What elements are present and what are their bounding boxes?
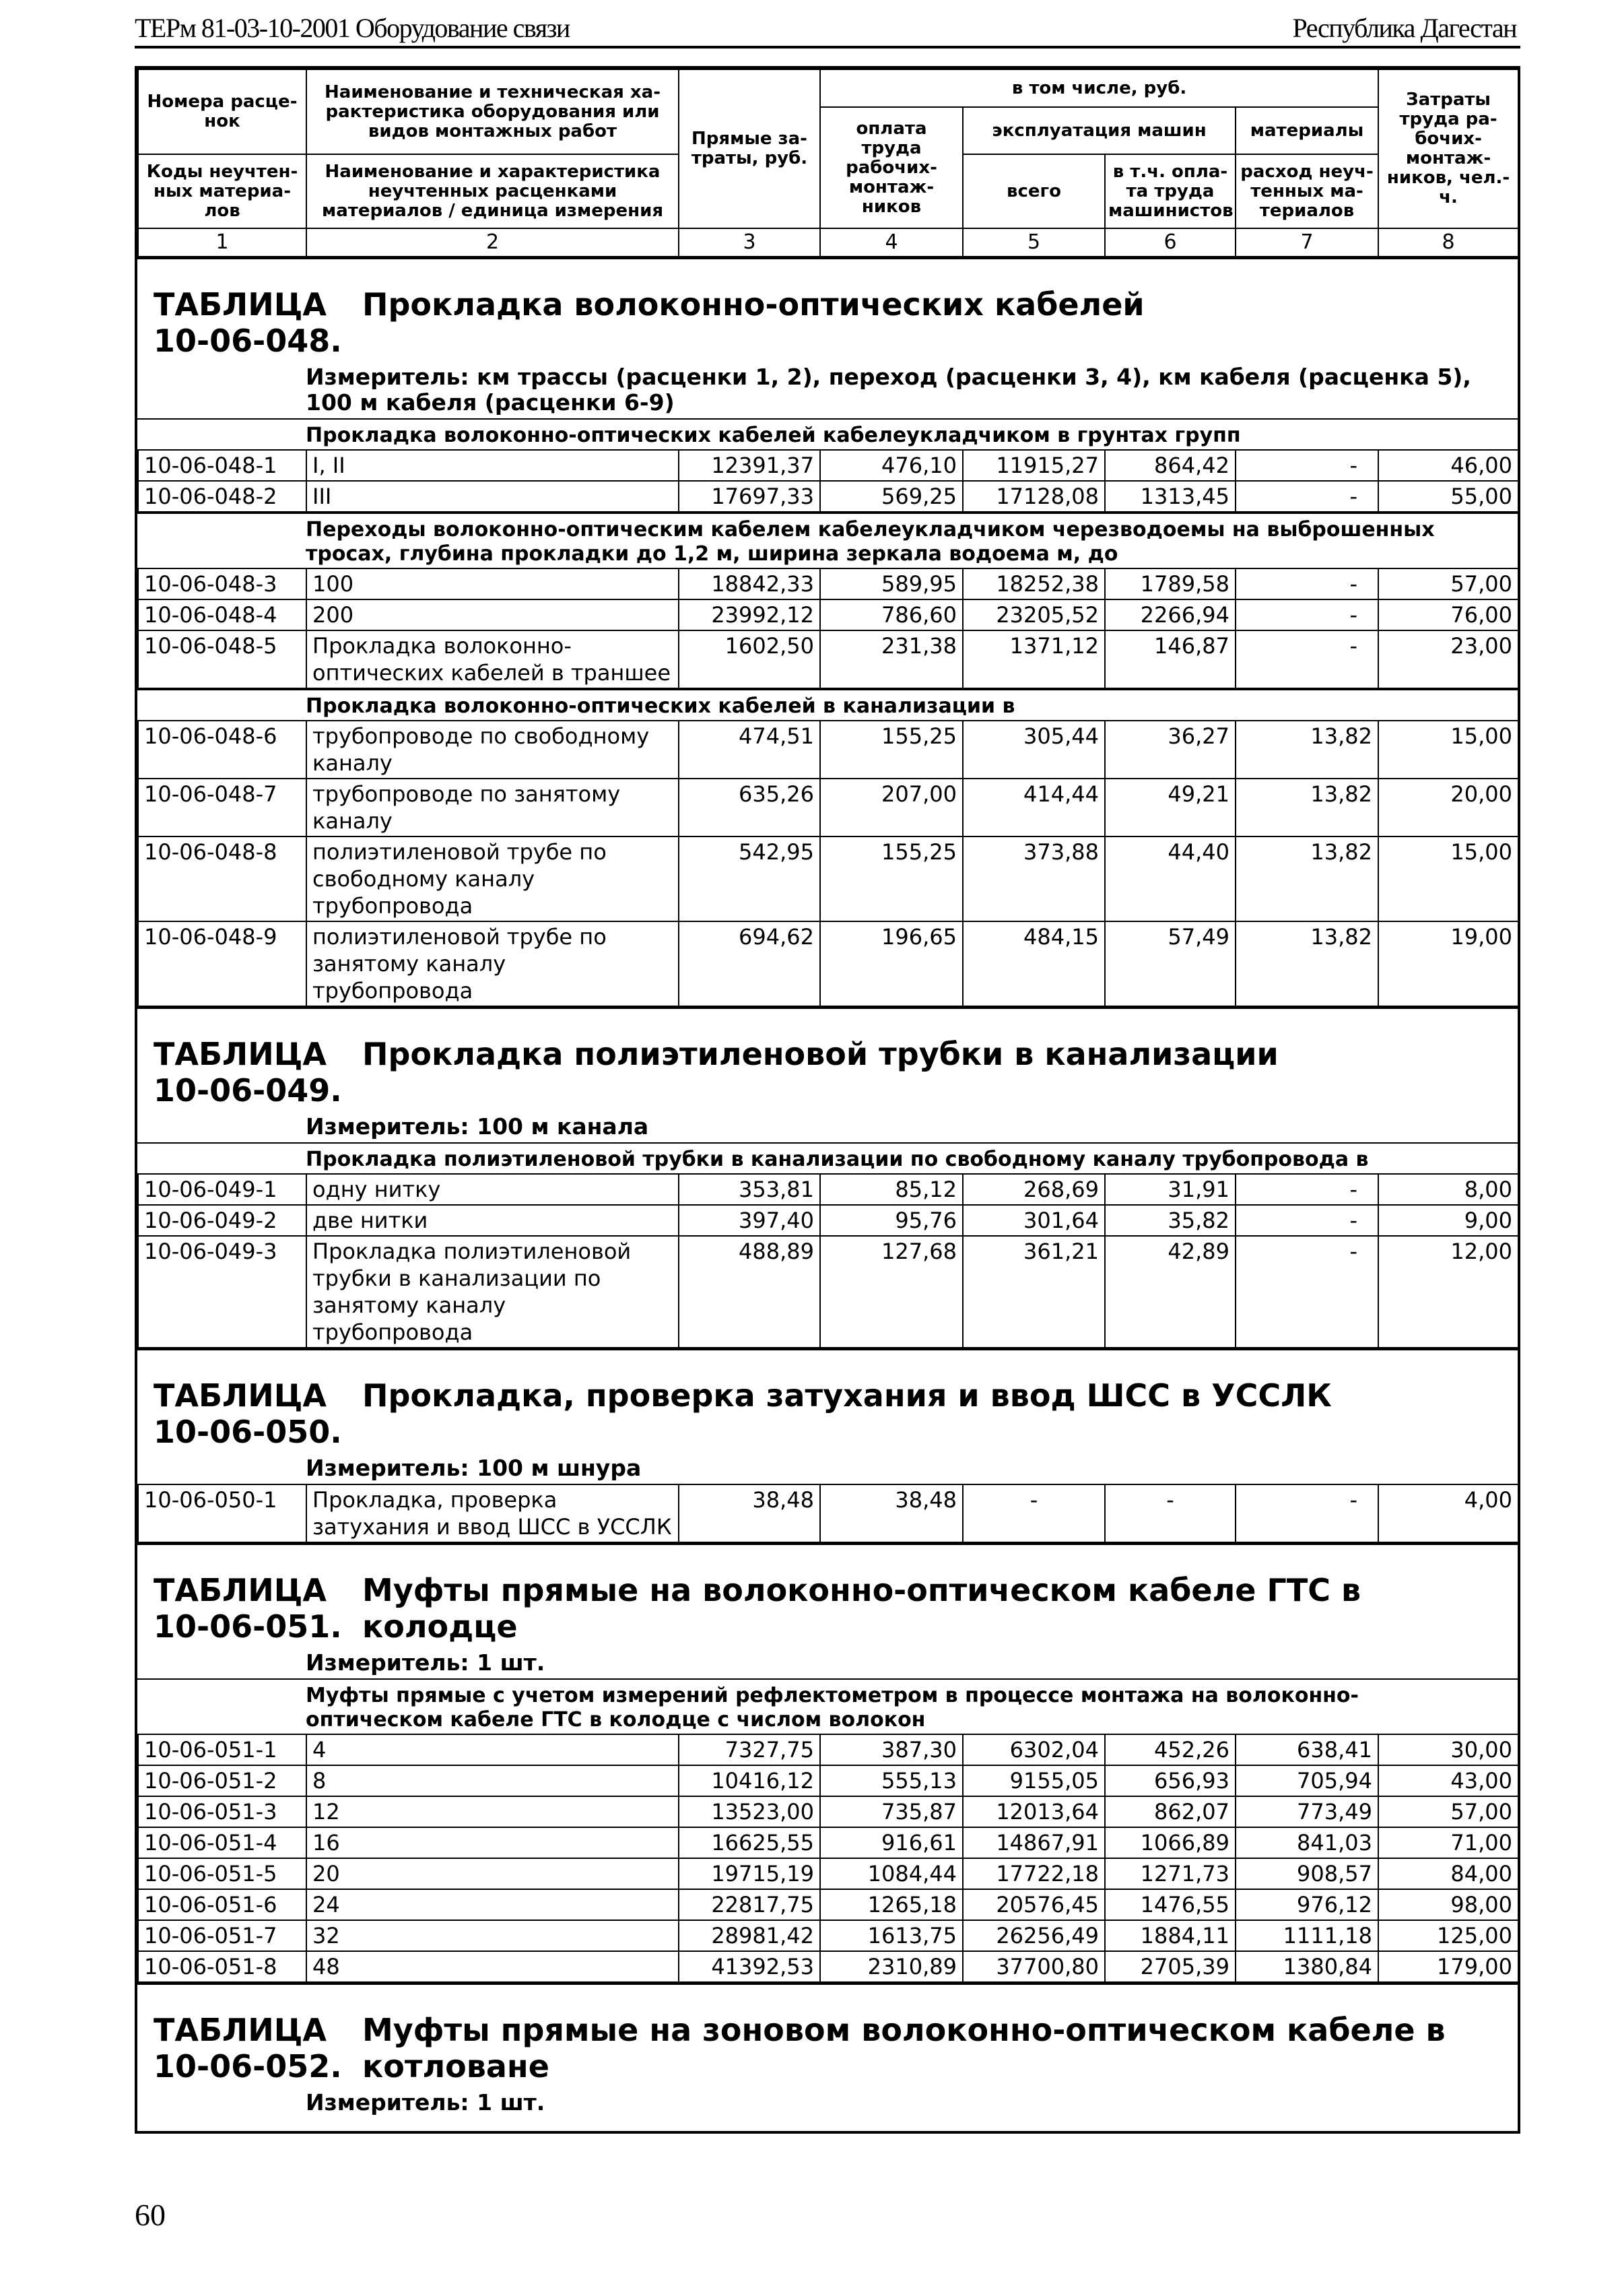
value-cell: 4,00 bbox=[1378, 1484, 1518, 1542]
header-machinists-pay: в т.ч. опла-та труда машинистов bbox=[1105, 154, 1236, 228]
value-cell: 231,38 bbox=[820, 630, 963, 688]
value-cell: 57,00 bbox=[1378, 1796, 1518, 1827]
value-cell: - bbox=[1236, 599, 1378, 630]
value-cell: 43,00 bbox=[1378, 1765, 1518, 1796]
value-cell: 19,00 bbox=[1378, 921, 1518, 1006]
value-cell: 908,57 bbox=[1236, 1858, 1378, 1889]
value-cell: 11915,27 bbox=[963, 450, 1105, 481]
description-cell: 32 bbox=[306, 1920, 679, 1951]
value-cell: 916,61 bbox=[820, 1827, 963, 1858]
value-cell: 373,88 bbox=[963, 837, 1105, 921]
value-cell: 13,82 bbox=[1236, 779, 1378, 837]
table-code: ТАБЛИЦА 10-06-048. bbox=[154, 286, 342, 359]
table-name: Прокладка полиэтиленовой трубки в канализации bbox=[362, 1036, 1279, 1072]
value-cell: 23992,12 bbox=[679, 599, 820, 630]
table-name: Муфты прямые на волоконно-оптическом кабеле ГТС в колодце bbox=[362, 1572, 1361, 1645]
value-cell: 656,93 bbox=[1105, 1765, 1236, 1796]
column-number: 6 bbox=[1105, 228, 1236, 257]
rate-code-cell: 10-06-048-3 bbox=[138, 568, 306, 599]
price-table-frame bbox=[135, 66, 1520, 2134]
value-cell: 555,13 bbox=[820, 1765, 963, 1796]
rate-code-cell: 10-06-051-1 bbox=[138, 1734, 306, 1765]
rate-code-cell: 10-06-051-5 bbox=[138, 1858, 306, 1889]
column-number: 3 bbox=[679, 228, 820, 257]
value-cell: 13,82 bbox=[1236, 721, 1378, 779]
value-cell: 98,00 bbox=[1378, 1889, 1518, 1920]
header-rate-number: Номера расце-нок bbox=[138, 69, 306, 154]
value-cell: 14867,91 bbox=[963, 1827, 1105, 1858]
value-cell: - bbox=[1236, 568, 1378, 599]
value-cell: 23,00 bbox=[1378, 630, 1518, 688]
value-cell: 7327,75 bbox=[679, 1734, 820, 1765]
value-cell: 353,81 bbox=[679, 1174, 820, 1205]
value-cell: 23205,52 bbox=[963, 599, 1105, 630]
value-cell: 196,65 bbox=[820, 921, 963, 1006]
value-cell: 127,68 bbox=[820, 1236, 963, 1348]
table-title bbox=[137, 1022, 1518, 1109]
value-cell: 635,26 bbox=[679, 779, 820, 837]
value-cell: 12013,64 bbox=[963, 1796, 1105, 1827]
value-cell: 452,26 bbox=[1105, 1734, 1236, 1765]
page-header-right: Республика Дагестан bbox=[1292, 13, 1516, 43]
value-cell: 37700,80 bbox=[963, 1951, 1105, 1982]
table-measure-unit: Измеритель: 100 м шнура bbox=[306, 1455, 642, 1481]
rate-code-cell: 10-06-051-6 bbox=[138, 1889, 306, 1920]
value-cell: 589,95 bbox=[820, 568, 963, 599]
table-title bbox=[137, 1998, 1518, 2085]
header-direct-costs: Прямые за-траты, руб. bbox=[679, 69, 820, 228]
value-cell: 786,60 bbox=[820, 599, 963, 630]
value-cell: 1613,75 bbox=[820, 1920, 963, 1951]
value-cell: 1313,45 bbox=[1105, 481, 1236, 512]
description-cell: трубопроводе по занятому каналу bbox=[306, 779, 679, 837]
value-cell: 46,00 bbox=[1378, 450, 1518, 481]
value-cell: - bbox=[963, 1484, 1105, 1542]
value-cell: 179,00 bbox=[1378, 1951, 1518, 1982]
rate-code-cell: 10-06-051-2 bbox=[138, 1765, 306, 1796]
rate-code-cell: 10-06-049-3 bbox=[138, 1236, 306, 1348]
value-cell: 6302,04 bbox=[963, 1734, 1105, 1765]
description-cell: 100 bbox=[306, 568, 679, 599]
rate-code-cell: 10-06-048-8 bbox=[138, 837, 306, 921]
table-code: ТАБЛИЦА 10-06-050. bbox=[154, 1377, 342, 1450]
value-cell: 1380,84 bbox=[1236, 1951, 1378, 1982]
value-cell: 125,00 bbox=[1378, 1920, 1518, 1951]
header-materials: материалы bbox=[1236, 107, 1378, 154]
description-cell: полиэтиленовой трубе по занятому каналу трубопровода bbox=[306, 921, 679, 1006]
value-cell: 41392,53 bbox=[679, 1951, 820, 1982]
value-cell: 28981,42 bbox=[679, 1920, 820, 1951]
page-number: 60 bbox=[135, 2198, 166, 2232]
description-cell: Прокладка, проверка затухания и ввод ШСС в УССЛК bbox=[306, 1484, 679, 1542]
table-measure-unit: Измеритель: 1 шт. bbox=[306, 2089, 545, 2115]
section-separator bbox=[137, 1983, 1518, 1998]
table-measure-unit: Измеритель: 100 м канала bbox=[306, 1113, 649, 1140]
rates-table bbox=[137, 1173, 1519, 1348]
value-cell: 15,00 bbox=[1378, 721, 1518, 779]
description-cell: 4 bbox=[306, 1734, 679, 1765]
value-cell: 13,82 bbox=[1236, 837, 1378, 921]
description-cell: III bbox=[306, 481, 679, 512]
table-row bbox=[138, 1889, 1518, 1920]
value-cell: - bbox=[1236, 1484, 1378, 1542]
table-row bbox=[138, 1734, 1518, 1765]
value-cell: 476,10 bbox=[820, 450, 963, 481]
table-name: Прокладка, проверка затухания и ввод ШСС в УССЛК bbox=[362, 1377, 1332, 1414]
value-cell: 1884,11 bbox=[1105, 1920, 1236, 1951]
column-number: 7 bbox=[1236, 228, 1378, 257]
table-row bbox=[138, 1827, 1518, 1858]
value-cell: 76,00 bbox=[1378, 599, 1518, 630]
column-number: 2 bbox=[306, 228, 679, 257]
value-cell: 95,76 bbox=[820, 1205, 963, 1236]
rate-code-cell: 10-06-051-4 bbox=[138, 1827, 306, 1858]
value-cell: 12391,37 bbox=[679, 450, 820, 481]
table-name: Муфты прямые на зоновом волоконно-оптическом кабеле в котловане bbox=[362, 2012, 1446, 2085]
rate-code-cell: 10-06-048-5 bbox=[138, 630, 306, 688]
rate-code-cell: 10-06-048-4 bbox=[138, 599, 306, 630]
value-cell: 38,48 bbox=[679, 1484, 820, 1542]
column-number: 1 bbox=[138, 228, 306, 257]
value-cell: - bbox=[1236, 1236, 1378, 1348]
description-cell: 16 bbox=[306, 1827, 679, 1858]
value-cell: 1111,18 bbox=[1236, 1920, 1378, 1951]
value-cell: 361,21 bbox=[963, 1236, 1105, 1348]
header-machine-operation: эксплуатация машин bbox=[963, 107, 1236, 154]
value-cell: 2266,94 bbox=[1105, 599, 1236, 630]
header-unaccounted-material-codes: Коды неучтен-ных материа-лов bbox=[138, 154, 306, 228]
value-cell: 19715,19 bbox=[679, 1858, 820, 1889]
table-row bbox=[138, 1174, 1518, 1205]
value-cell: 841,03 bbox=[1236, 1827, 1378, 1858]
value-cell: 17722,18 bbox=[963, 1858, 1105, 1889]
rate-code-cell: 10-06-048-9 bbox=[138, 921, 306, 1006]
value-cell: 1476,55 bbox=[1105, 1889, 1236, 1920]
table-row bbox=[138, 921, 1518, 1006]
value-cell: 55,00 bbox=[1378, 481, 1518, 512]
group-heading: Прокладка волоконно-оптических кабелей кабелеукладчиком в грунтах групп bbox=[137, 418, 1518, 449]
value-cell: 71,00 bbox=[1378, 1827, 1518, 1858]
value-cell: 1265,18 bbox=[820, 1889, 963, 1920]
rate-code-cell: 10-06-049-1 bbox=[138, 1174, 306, 1205]
value-cell: 20576,45 bbox=[963, 1889, 1105, 1920]
value-cell: 12,00 bbox=[1378, 1236, 1518, 1348]
value-cell: 18252,38 bbox=[963, 568, 1105, 599]
value-cell: - bbox=[1236, 481, 1378, 512]
value-cell: 13523,00 bbox=[679, 1796, 820, 1827]
value-cell: 13,82 bbox=[1236, 921, 1378, 1006]
section-separator bbox=[137, 257, 1518, 273]
value-cell: 1271,73 bbox=[1105, 1858, 1236, 1889]
value-cell: 1371,12 bbox=[963, 630, 1105, 688]
description-cell: 200 bbox=[306, 599, 679, 630]
description-cell: трубопроводе по свободному каналу bbox=[306, 721, 679, 779]
value-cell: - bbox=[1236, 1205, 1378, 1236]
value-cell: 38,48 bbox=[820, 1484, 963, 1542]
value-cell: 1066,89 bbox=[1105, 1827, 1236, 1858]
value-cell: 1789,58 bbox=[1105, 568, 1236, 599]
table-row bbox=[138, 450, 1518, 481]
value-cell: 694,62 bbox=[679, 921, 820, 1006]
header-material-consumption: расход неуч-тенных ма-териалов bbox=[1236, 154, 1378, 228]
value-cell: 864,42 bbox=[1105, 450, 1236, 481]
rate-code-cell: 10-06-048-7 bbox=[138, 779, 306, 837]
value-cell: 976,12 bbox=[1236, 1889, 1378, 1920]
column-number: 8 bbox=[1378, 228, 1518, 257]
description-cell: 48 bbox=[306, 1951, 679, 1982]
group-heading: Муфты прямые с учетом измерений рефлектометром в процессе монтажа на волоконно-оптическом кабеле ГТС в колодце с числом волокон bbox=[137, 1678, 1518, 1734]
table-title bbox=[137, 273, 1518, 359]
group-heading: Прокладка волоконно-оптических кабелей в канализации в bbox=[137, 689, 1518, 720]
value-cell: 1602,50 bbox=[679, 630, 820, 688]
column-number: 4 bbox=[820, 228, 963, 257]
table-row bbox=[138, 630, 1518, 688]
value-cell: 36,27 bbox=[1105, 721, 1236, 779]
table-row bbox=[138, 1920, 1518, 1951]
value-cell: 10416,12 bbox=[679, 1765, 820, 1796]
value-cell: 85,12 bbox=[820, 1174, 963, 1205]
table-row bbox=[138, 721, 1518, 779]
rates-table bbox=[137, 1484, 1519, 1543]
description-cell: одну нитку bbox=[306, 1174, 679, 1205]
value-cell: 26256,49 bbox=[963, 1920, 1105, 1951]
table-code: ТАБЛИЦА 10-06-052. bbox=[154, 2012, 342, 2085]
value-cell: 155,25 bbox=[820, 721, 963, 779]
value-cell: 57,49 bbox=[1105, 921, 1236, 1006]
table-name: Прокладка волоконно-оптических кабелей bbox=[362, 286, 1145, 323]
value-cell: 30,00 bbox=[1378, 1734, 1518, 1765]
table-row bbox=[138, 568, 1518, 599]
table-code: ТАБЛИЦА 10-06-051. bbox=[154, 1572, 342, 1645]
rates-table bbox=[137, 1734, 1519, 1983]
value-cell: - bbox=[1236, 630, 1378, 688]
value-cell: 2310,89 bbox=[820, 1951, 963, 1982]
description-cell: полиэтиленовой трубе по свободному каналу трубопровода bbox=[306, 837, 679, 921]
value-cell: 397,40 bbox=[679, 1205, 820, 1236]
value-cell: 773,49 bbox=[1236, 1796, 1378, 1827]
rate-code-cell: 10-06-048-1 bbox=[138, 450, 306, 481]
section-separator bbox=[137, 1543, 1518, 1559]
rate-code-cell: 10-06-048-2 bbox=[138, 481, 306, 512]
value-cell: 268,69 bbox=[963, 1174, 1105, 1205]
header-including: в том числе, руб. bbox=[820, 69, 1378, 107]
rate-code-cell: 10-06-049-2 bbox=[138, 1205, 306, 1236]
description-cell: 20 bbox=[306, 1858, 679, 1889]
column-number: 5 bbox=[963, 228, 1105, 257]
header-rule bbox=[135, 46, 1520, 48]
table-row bbox=[138, 837, 1518, 921]
value-cell: 35,82 bbox=[1105, 1205, 1236, 1236]
value-cell: 2705,39 bbox=[1105, 1951, 1236, 1982]
rate-code-cell: 10-06-051-3 bbox=[138, 1796, 306, 1827]
value-cell: 22817,75 bbox=[679, 1889, 820, 1920]
table-row bbox=[138, 1205, 1518, 1236]
value-cell: 18842,33 bbox=[679, 568, 820, 599]
rates-table bbox=[137, 720, 1519, 1007]
rates-table bbox=[137, 449, 1519, 513]
section-separator bbox=[137, 1348, 1518, 1364]
rate-code-cell: 10-06-050-1 bbox=[138, 1484, 306, 1542]
rate-code-cell: 10-06-048-6 bbox=[138, 721, 306, 779]
value-cell: 17128,08 bbox=[963, 481, 1105, 512]
value-cell: 42,89 bbox=[1105, 1236, 1236, 1348]
table-title bbox=[137, 1559, 1518, 1645]
value-cell: 735,87 bbox=[820, 1796, 963, 1827]
value-cell: 484,15 bbox=[963, 921, 1105, 1006]
section-separator bbox=[137, 1007, 1518, 1022]
table-row bbox=[138, 1484, 1518, 1542]
header-machine-total: всего bbox=[963, 154, 1105, 228]
table-row bbox=[138, 1858, 1518, 1889]
table-row bbox=[138, 1951, 1518, 1982]
rate-code-cell: 10-06-051-8 bbox=[138, 1951, 306, 1982]
header-labor-costs: Затраты труда ра-бочих-монтаж-ников, чел.-ч. bbox=[1378, 69, 1518, 228]
column-header bbox=[137, 69, 1519, 257]
table-row bbox=[138, 779, 1518, 837]
value-cell: 17697,33 bbox=[679, 481, 820, 512]
header-work-name: Наименование и техническая ха-рактеристика оборудования или видов монтажных работ bbox=[306, 69, 679, 154]
table-row bbox=[138, 481, 1518, 512]
rates-table bbox=[137, 568, 1519, 689]
rate-code-cell: 10-06-051-7 bbox=[138, 1920, 306, 1951]
value-cell: 20,00 bbox=[1378, 779, 1518, 837]
value-cell: - bbox=[1236, 1174, 1378, 1205]
header-labor-pay: оплата труда рабочих-монтаж-ников bbox=[820, 107, 963, 228]
table-title bbox=[137, 1364, 1518, 1450]
value-cell: 57,00 bbox=[1378, 568, 1518, 599]
value-cell: 16625,55 bbox=[679, 1827, 820, 1858]
value-cell: 474,51 bbox=[679, 721, 820, 779]
value-cell: 387,30 bbox=[820, 1734, 963, 1765]
value-cell: 488,89 bbox=[679, 1236, 820, 1348]
value-cell: 638,41 bbox=[1236, 1734, 1378, 1765]
value-cell: 155,25 bbox=[820, 837, 963, 921]
description-cell: Прокладка полиэтиленовой трубки в канализации по занятому каналу трубопровода bbox=[306, 1236, 679, 1348]
description-cell: 8 bbox=[306, 1765, 679, 1796]
header-unaccounted-material-name: Наименование и характеристика неучтенных расценками материалов / единица измерения bbox=[306, 154, 679, 228]
value-cell: 146,87 bbox=[1105, 630, 1236, 688]
value-cell: 414,44 bbox=[963, 779, 1105, 837]
value-cell: 9155,05 bbox=[963, 1765, 1105, 1796]
table-measure-unit: Измеритель: 1 шт. bbox=[306, 1649, 545, 1676]
group-heading: Прокладка полиэтиленовой трубки в канализации по свободному каналу трубопровода в bbox=[137, 1142, 1518, 1173]
value-cell: 301,64 bbox=[963, 1205, 1105, 1236]
value-cell: 569,25 bbox=[820, 481, 963, 512]
table-row bbox=[138, 1796, 1518, 1827]
group-heading: Переходы волоконно-оптическим кабелем кабелеукладчиком черезводоемы на выброшенных тросах, глубина прокладки до 1,2 м, ширина зеркала водоема м, до bbox=[137, 513, 1518, 568]
value-cell: 542,95 bbox=[679, 837, 820, 921]
page-header-left: ТЕРм 81-03-10-2001 Оборудование связи bbox=[135, 13, 570, 43]
table-row bbox=[138, 1765, 1518, 1796]
description-cell: I, II bbox=[306, 450, 679, 481]
value-cell: 31,91 bbox=[1105, 1174, 1236, 1205]
value-cell: 862,07 bbox=[1105, 1796, 1236, 1827]
description-cell: Прокладка волоконно-оптических кабелей в траншее bbox=[306, 630, 679, 688]
description-cell: две нитки bbox=[306, 1205, 679, 1236]
value-cell: 8,00 bbox=[1378, 1174, 1518, 1205]
value-cell: 9,00 bbox=[1378, 1205, 1518, 1236]
value-cell: - bbox=[1105, 1484, 1236, 1542]
value-cell: 305,44 bbox=[963, 721, 1105, 779]
value-cell: 84,00 bbox=[1378, 1858, 1518, 1889]
table-row bbox=[138, 599, 1518, 630]
value-cell: - bbox=[1236, 450, 1378, 481]
value-cell: 1084,44 bbox=[820, 1858, 963, 1889]
description-cell: 24 bbox=[306, 1889, 679, 1920]
value-cell: 207,00 bbox=[820, 779, 963, 837]
table-measure-unit: Измеритель: км трассы (расценки 1, 2), переход (расценки 3, 4), км кабеля (расценка 5), 100 м кабеля (расценки 6-9) bbox=[306, 364, 1471, 416]
description-cell: 12 bbox=[306, 1796, 679, 1827]
table-code: ТАБЛИЦА 10-06-049. bbox=[154, 1036, 342, 1109]
value-cell: 44,40 bbox=[1105, 837, 1236, 921]
table-row bbox=[138, 1236, 1518, 1348]
value-cell: 705,94 bbox=[1236, 1765, 1378, 1796]
value-cell: 15,00 bbox=[1378, 837, 1518, 921]
value-cell: 49,21 bbox=[1105, 779, 1236, 837]
